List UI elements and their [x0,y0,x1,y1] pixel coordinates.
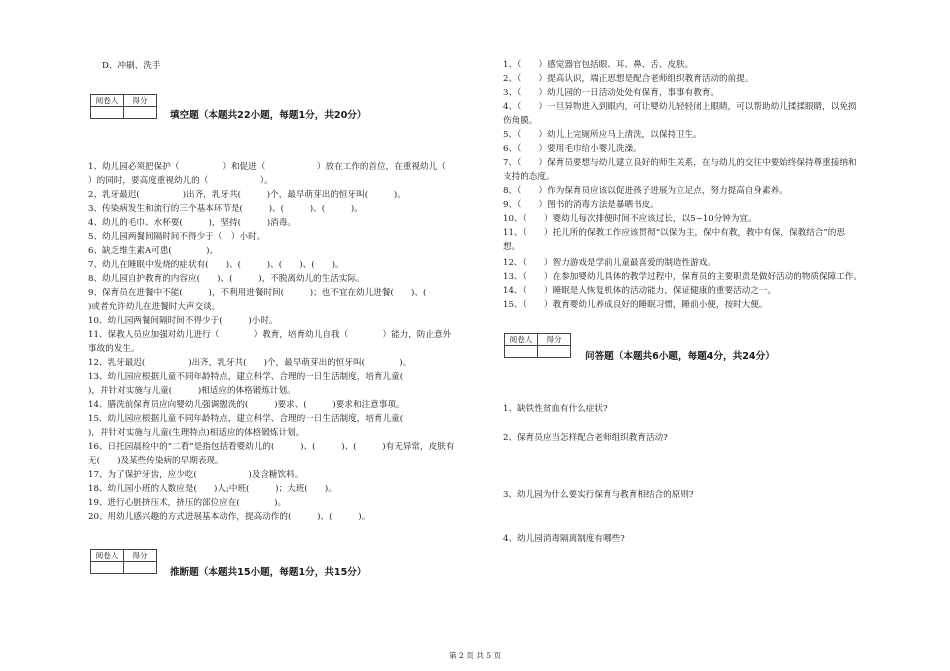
fill-item: 12、乳牙最迟( )出齐，乳牙共( )个，最早萌芽出的恒牙叫( )。 [88,358,412,368]
judge-item: 支持的态度。 [503,172,555,182]
fill-item: 4、幼儿的毛巾、水杯要( )，坚持( )消毒。 [88,218,296,228]
fill-item: 15、幼儿园应根据儿童不同年龄特点，建立科学、合理的一日生活制度，培育儿童( [88,414,404,424]
score-cell[interactable] [538,346,571,358]
page-number: 第 2 页 共 5 页 [448,651,502,660]
fill-item: )，并针对实施与儿童( )相适应的体格锻炼计划。 [88,386,296,396]
score-box-judge [90,549,157,574]
fill-item: 7、幼儿在睡眠中发烧的症状有( )、( )、( )、( )。 [88,260,344,270]
option-d: D、冲刷、洗手 [102,61,161,71]
fill-item: 无( )及某些传染病的早期表现。 [88,456,224,466]
judge-item: 4、（ ）一旦异物进入到眼内，可让婴幼儿轻轻闭上眼睛，可以帮助幼儿揉揉眼睛，以免损 [503,102,857,112]
qa-item: 4、幼儿园消毒隔离制度有哪些? [503,534,625,544]
judge-section-title: 推断题（本题共15小题，每题1分，共15分） [170,567,367,578]
judge-item: 9、（ ）图书的消毒方法是暴晒书皮。 [503,200,659,210]
judge-item: 6、（ ）要用毛巾给小婴儿洗澡。 [503,144,642,154]
judge-item: 2、（ ）提高认识，端正思想是配合老师组织教育活动的前提。 [503,74,754,84]
fill-item: 2、乳牙最迟( )出齐，乳牙共( )个，最早萌芽出的恒牙叫( )。 [88,190,406,200]
grader-cell[interactable] [505,346,538,358]
score-box-fill [90,94,157,119]
fill-item: 16、日托园晨检中的“二看”是指包括看婴幼儿的( )、( )、( )有无异常，皮肤有 [88,442,455,452]
judge-item: 7、（ ）保育员要想与幼儿建立良好的师生关系，在与幼儿的交往中要始终保持尊重接纳和 [503,158,857,168]
fill-item: 9、保育员在进餐中不能( )，不利用进餐时间( )；也不宜在幼儿进餐( )、( [88,288,444,298]
fill-item: 1、幼儿园必须把保护（ ）和促进（ ）放在工作的首位，在重视幼儿（ [88,162,446,172]
judge-item: 想。 [503,242,521,252]
fill-item: ）的同时，要高度重视幼儿的（ ）。 [88,176,273,186]
fill-item: 8、幼儿园自护教育的内容应( )、( )，不脱离幼儿的生活实际。 [88,274,365,284]
score-label: 得分 [124,550,157,562]
judge-item: 5、（ ）幼儿上完厕所应马上清洗，以保持卫生。 [503,130,702,140]
qa-item: 2、保育员应当怎样配合老师组织教育活动? [503,433,668,443]
judge-item: 13、（ ）在参加婴幼儿具体的教学过程中，保育员的主要职责是做好活动的物质保障工作。 [503,272,862,282]
qa-item: 3、幼儿园为什么要实行保育与教育相结合的原则? [503,490,694,500]
fill-item: )或者允许幼儿在进餐时大声交谈。 [88,302,221,312]
judge-item: 15、（ ）教育婴幼儿养成良好的睡眠习惯，睡前小便，按时大便。 [503,300,768,310]
fill-item: 13、幼儿园应根据儿童不同年龄特点，建立科学、合理的一日生活制度，培育儿童( [88,372,404,382]
score-cell[interactable] [124,562,157,574]
fill-item: 20、用幼儿感兴趣的方式进展基本动作，提高动作的( )、( )。 [88,512,371,522]
grader-cell[interactable] [91,107,124,119]
fill-item: 19、进行心脏挤压术，挤压的部位应在( )。 [88,498,287,508]
qa-section-title: 问答题（本题共6小题，每题4分，共24分） [585,351,775,362]
judge-item: 3、（ ）幼儿园的一日活动处处有保育，事事有教育。 [503,88,720,98]
grader-cell[interactable] [91,562,124,574]
grader-label: 阅卷人 [91,550,124,562]
grader-label: 阅卷人 [505,334,538,346]
fill-item: 10、幼儿园两餐间隔时间不得少于( )小时。 [88,316,278,326]
fill-item: 事故的发生。 [88,344,140,354]
fill-item: 5、幼儿园两餐间隔时间不得少于（ ）小时。 [88,232,266,242]
judge-item: 10、（ ）婴幼儿每次排便时间不应该过长，以5~10分钟为宜。 [503,214,757,224]
fill-item: 11、保教人员应加强对幼儿进行（ ）教育，培育幼儿自我（ ）能力，防止意外 [88,330,452,340]
qa-item: 1、缺铁性贫血有什么症状? [503,404,608,414]
fill-section-title: 填空题（本题共22小题，每题1分，共20分） [170,110,367,121]
fill-item: )，并针对实施与儿童(生理特点)相适应的体格锻炼计划。 [88,428,305,438]
judge-item: 11、（ ）托儿所的保教工作应该贯彻“以保为主，保中有教，教中有保，保教结合”的思 [503,228,845,238]
fill-item: 14、膳洗前保育员应向婴幼儿强调盥洗的( )要求、( )要求和注意事项。 [88,400,405,410]
judge-item: 8、（ ）作为保育员应该以促进孩子进展为立足点，努力提高自身素养。 [503,186,788,196]
score-cell[interactable] [124,107,157,119]
judge-item: 伤角膜。 [503,116,538,126]
fill-item: 18、幼儿园小班的人数应是( )人;中班( )；大班( )。 [88,484,337,494]
fill-item: 17、为了保护牙齿，应少吃( )及含糖饮料。 [88,470,304,480]
judge-item: 1、（ ）感觉器官包括眼、耳、鼻、舌、皮肤。 [503,60,694,70]
judge-item: 14、（ ）睡眠是人恢复机体的活动能力，保证健康的重要活动之一。 [503,286,777,296]
fill-item: 3、传染病发生和流行的三个基本环节是( )、( )、( )。 [88,204,363,214]
grader-label: 阅卷人 [91,95,124,107]
fill-item: 6、缺乏维生素A可患( )。 [88,246,219,256]
judge-item: 12、（ ）智力游戏是学前儿童最喜爱的制造性游戏。 [503,258,716,268]
score-box-qa [504,333,571,358]
score-label: 得分 [124,95,157,107]
score-label: 得分 [538,334,571,346]
